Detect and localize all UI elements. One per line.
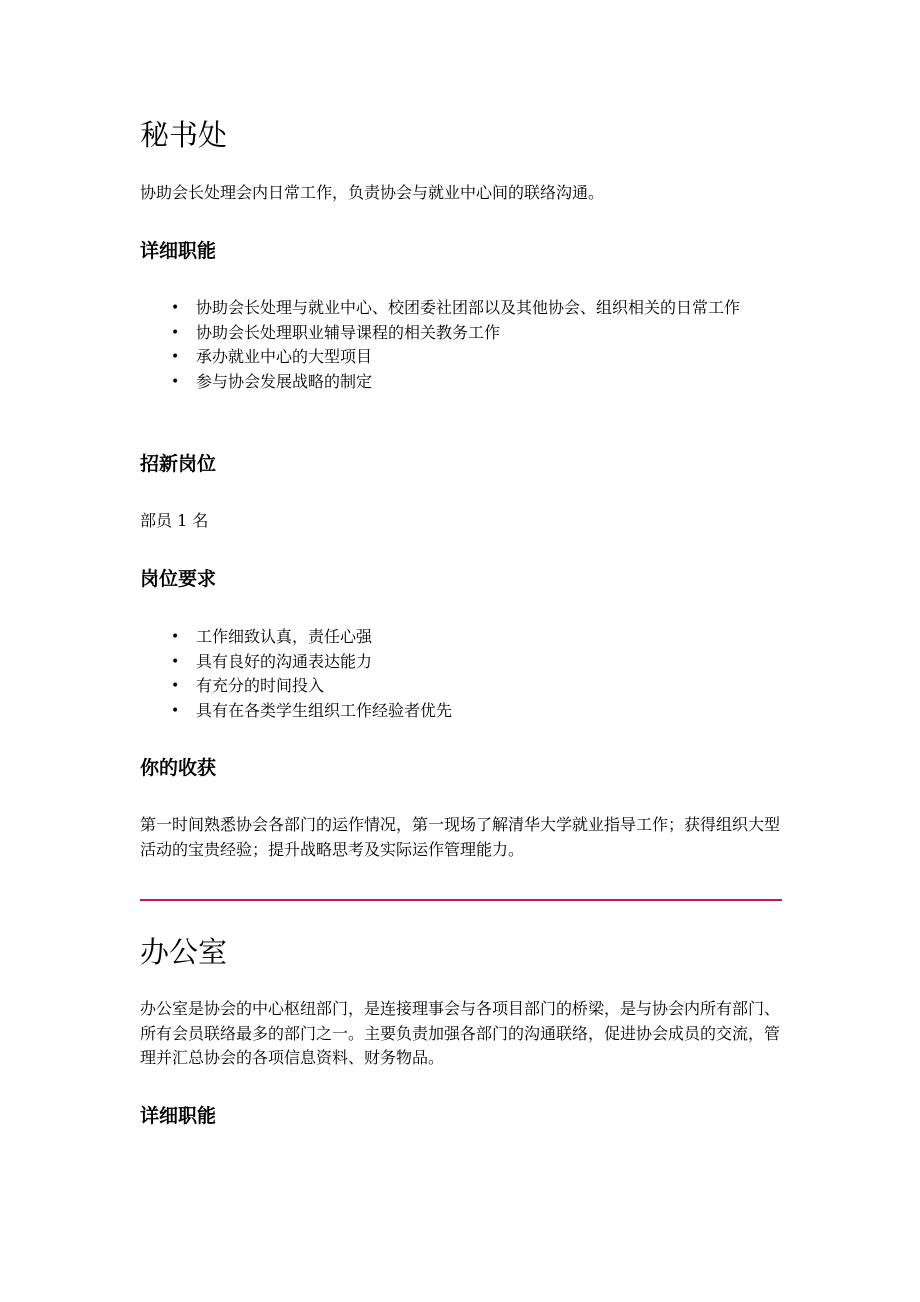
list-item: • 承办就业中心的大型项目 xyxy=(140,345,782,370)
list-item: • 参与协会发展战略的制定 xyxy=(140,370,782,395)
gains-text: 第一时间熟悉协会各部门的运作情况，第一现场了解清华大学就业指导工作；获得组织大型活动的宝贵经验；提升战略思考及实际运作管理能力。 xyxy=(140,815,781,859)
positions-heading: 招新岗位 xyxy=(140,453,217,475)
duties-heading: 详细职能 xyxy=(140,240,217,262)
section-intro-secretariat: 协助会长处理会内日常工作，负责协会与就业中心间的联络沟通。 xyxy=(140,183,605,202)
requirements-heading: 岗位要求 xyxy=(140,568,217,590)
gains-heading: 你的收获 xyxy=(140,757,217,779)
list-item: • 协助会长处理职业辅导课程的相关教务工作 xyxy=(140,321,782,346)
office-duties-heading: 详细职能 xyxy=(140,1105,217,1127)
list-item: • 有充分的时间投入 xyxy=(140,674,782,699)
section-intro-office: 办公室是协会的中心枢纽部门，是连接理事会与各项目部门的桥梁，是与协会内所有部门、所有会员联络最多的部门之一。主要负责加强各部门的沟通联络，促进协会成员的交流，管理并汇总协会的各项信息资料、财务物品。 xyxy=(140,999,781,1067)
duties-list xyxy=(140,296,782,394)
list-item: • 工作细致认真，责任心强 xyxy=(140,625,782,650)
section-divider xyxy=(140,899,782,901)
list-item: • 具有在各类学生组织工作经验者优先 xyxy=(140,699,782,724)
positions-text: 部员 1 名 xyxy=(140,511,209,530)
list-item: • 具有良好的沟通表达能力 xyxy=(140,650,782,675)
section-title-secretariat: 秘书处 xyxy=(140,118,228,152)
section-title-office: 办公室 xyxy=(140,935,228,969)
list-item: • 协助会长处理与就业中心、校团委社团部以及其他协会、组织相关的日常工作 xyxy=(140,296,782,321)
requirements-list xyxy=(140,625,782,723)
